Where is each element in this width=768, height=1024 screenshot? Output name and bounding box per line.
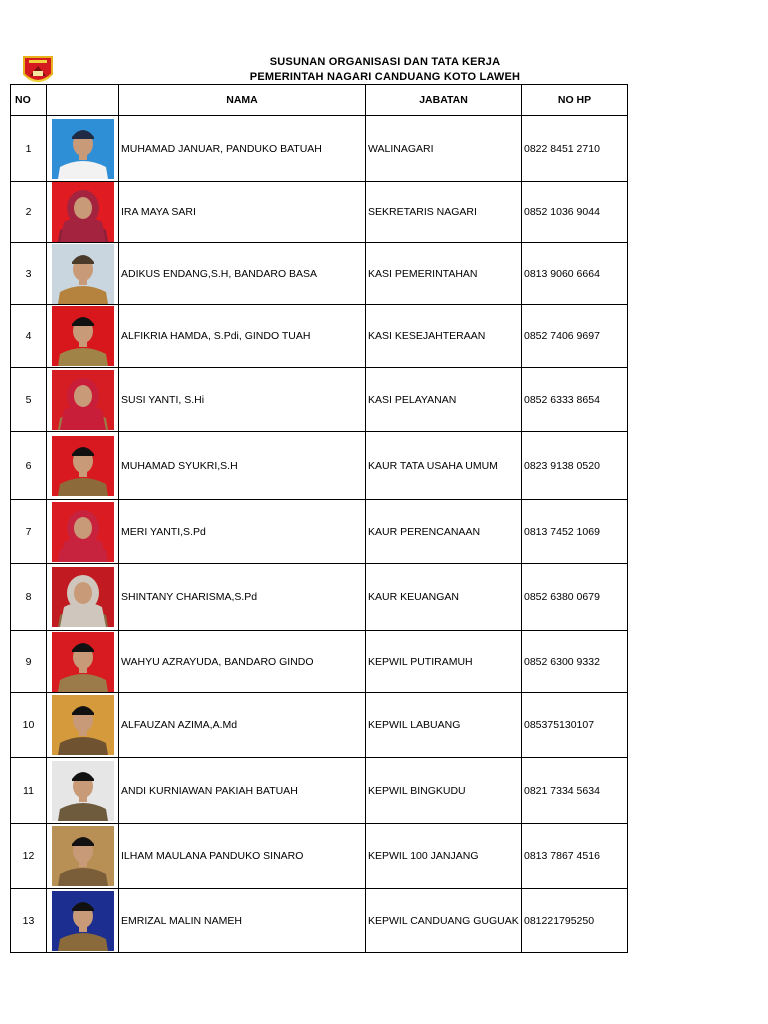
staff-table xyxy=(10,84,628,953)
row-number: 1 xyxy=(11,116,47,182)
staff-name: ANDI KURNIAWAN PAKIAH BATUAH xyxy=(119,758,366,824)
row-number: 7 xyxy=(11,500,47,564)
table-row xyxy=(11,243,628,305)
staff-position: KEPWIL BINGKUDU xyxy=(366,758,522,824)
staff-phone: 081221795250 xyxy=(522,889,628,953)
staff-position: WALINAGARI xyxy=(366,116,522,182)
table-header-row xyxy=(11,85,628,116)
staff-phone: 0852 7406 9697 xyxy=(522,305,628,368)
row-number: 11 xyxy=(11,758,47,824)
photo-cell xyxy=(47,305,119,368)
staff-phone: 0813 7452 1069 xyxy=(522,500,628,564)
staff-photo xyxy=(52,695,114,755)
staff-name: IRA MAYA SARI xyxy=(119,182,366,243)
row-number: 4 xyxy=(11,305,47,368)
staff-name: SHINTANY CHARISMA,S.Pd xyxy=(119,564,366,631)
staff-name: SUSI YANTI, S.Hi xyxy=(119,368,366,432)
staff-position: KAUR TATA USAHA UMUM xyxy=(366,432,522,500)
staff-photo xyxy=(52,567,114,627)
table-row xyxy=(11,824,628,889)
column-header-name: NAMA xyxy=(119,85,366,116)
table-row xyxy=(11,116,628,182)
photo-cell xyxy=(47,631,119,693)
staff-name: WAHYU AZRAYUDA, BANDARO GINDO xyxy=(119,631,366,693)
staff-photo xyxy=(52,182,114,242)
staff-name: ALFIKRIA HAMDA, S.Pdi, GINDO TUAH xyxy=(119,305,366,368)
row-number: 2 xyxy=(11,182,47,243)
staff-name: ADIKUS ENDANG,S.H, BANDARO BASA xyxy=(119,243,366,305)
staff-position: SEKRETARIS NAGARI xyxy=(366,182,522,243)
staff-position: KAUR KEUANGAN xyxy=(366,564,522,631)
document-title: SUSUNAN ORGANISASI DAN TATA KERJA xyxy=(269,56,501,68)
staff-position: KAUR PERENCANAAN xyxy=(366,500,522,564)
staff-phone: 0852 6300 9332 xyxy=(522,631,628,693)
document-subtitle: PEMERINTAH NAGARI CANDUANG KOTO LAWEH xyxy=(249,71,521,83)
staff-position: KEPWIL PUTIRAMUH xyxy=(366,631,522,693)
table-row xyxy=(11,182,628,243)
staff-position: KEPWIL CANDUANG GUGUAK xyxy=(366,889,522,953)
column-header-no: NO xyxy=(11,85,47,116)
row-number: 9 xyxy=(11,631,47,693)
staff-phone: 0821 7334 5634 xyxy=(522,758,628,824)
column-header-phone: NO HP xyxy=(522,85,628,116)
photo-cell xyxy=(47,116,119,182)
row-number: 8 xyxy=(11,564,47,631)
photo-cell xyxy=(47,432,119,500)
staff-photo xyxy=(52,119,114,179)
staff-position: KEPWIL 100 JANJANG xyxy=(366,824,522,889)
table-row xyxy=(11,631,628,693)
staff-phone: 085375130107 xyxy=(522,693,628,758)
staff-photo xyxy=(52,826,114,886)
row-number: 3 xyxy=(11,243,47,305)
staff-name: MUHAMAD JANUAR, PANDUKO BATUAH xyxy=(119,116,366,182)
column-header-position: JABATAN xyxy=(366,85,522,116)
staff-phone: 0813 9060 6664 xyxy=(522,243,628,305)
staff-position: KASI PEMERINTAHAN xyxy=(366,243,522,305)
table-row xyxy=(11,305,628,368)
staff-phone: 0822 8451 2710 xyxy=(522,116,628,182)
photo-cell xyxy=(47,243,119,305)
staff-photo xyxy=(52,891,114,951)
staff-position: KASI PELAYANAN xyxy=(366,368,522,432)
table-row xyxy=(11,693,628,758)
regency-emblem-icon xyxy=(22,54,54,86)
table-row xyxy=(11,432,628,500)
photo-cell xyxy=(47,564,119,631)
table-row xyxy=(11,500,628,564)
staff-photo xyxy=(52,370,114,430)
staff-name: ALFAUZAN AZIMA,A.Md xyxy=(119,693,366,758)
row-number: 10 xyxy=(11,693,47,758)
row-number: 6 xyxy=(11,432,47,500)
table-row xyxy=(11,564,628,631)
table-row xyxy=(11,368,628,432)
photo-cell xyxy=(47,824,119,889)
column-header-photo xyxy=(47,85,119,116)
staff-photo xyxy=(52,244,114,304)
staff-name: MERI YANTI,S.Pd xyxy=(119,500,366,564)
staff-photo xyxy=(52,306,114,366)
staff-name: ILHAM MAULANA PANDUKO SINARO xyxy=(119,824,366,889)
staff-phone: 0852 6380 0679 xyxy=(522,564,628,631)
staff-phone: 0852 1036 9044 xyxy=(522,182,628,243)
photo-cell xyxy=(47,693,119,758)
staff-phone: 0813 7867 4516 xyxy=(522,824,628,889)
staff-photo xyxy=(52,502,114,562)
staff-phone: 0852 6333 8654 xyxy=(522,368,628,432)
photo-cell xyxy=(47,889,119,953)
table-row xyxy=(11,758,628,824)
staff-photo xyxy=(52,632,114,692)
staff-photo xyxy=(52,761,114,821)
row-number: 13 xyxy=(11,889,47,953)
staff-name: MUHAMAD SYUKRI,S.H xyxy=(119,432,366,500)
row-number: 12 xyxy=(11,824,47,889)
staff-phone: 0823 9138 0520 xyxy=(522,432,628,500)
photo-cell xyxy=(47,368,119,432)
photo-cell xyxy=(47,182,119,243)
staff-name: EMRIZAL MALIN NAMEH xyxy=(119,889,366,953)
staff-photo xyxy=(52,436,114,496)
table-row xyxy=(11,889,628,953)
staff-position: KASI KESEJAHTERAAN xyxy=(366,305,522,368)
photo-cell xyxy=(47,500,119,564)
staff-position: KEPWIL LABUANG xyxy=(366,693,522,758)
row-number: 5 xyxy=(11,368,47,432)
photo-cell xyxy=(47,758,119,824)
